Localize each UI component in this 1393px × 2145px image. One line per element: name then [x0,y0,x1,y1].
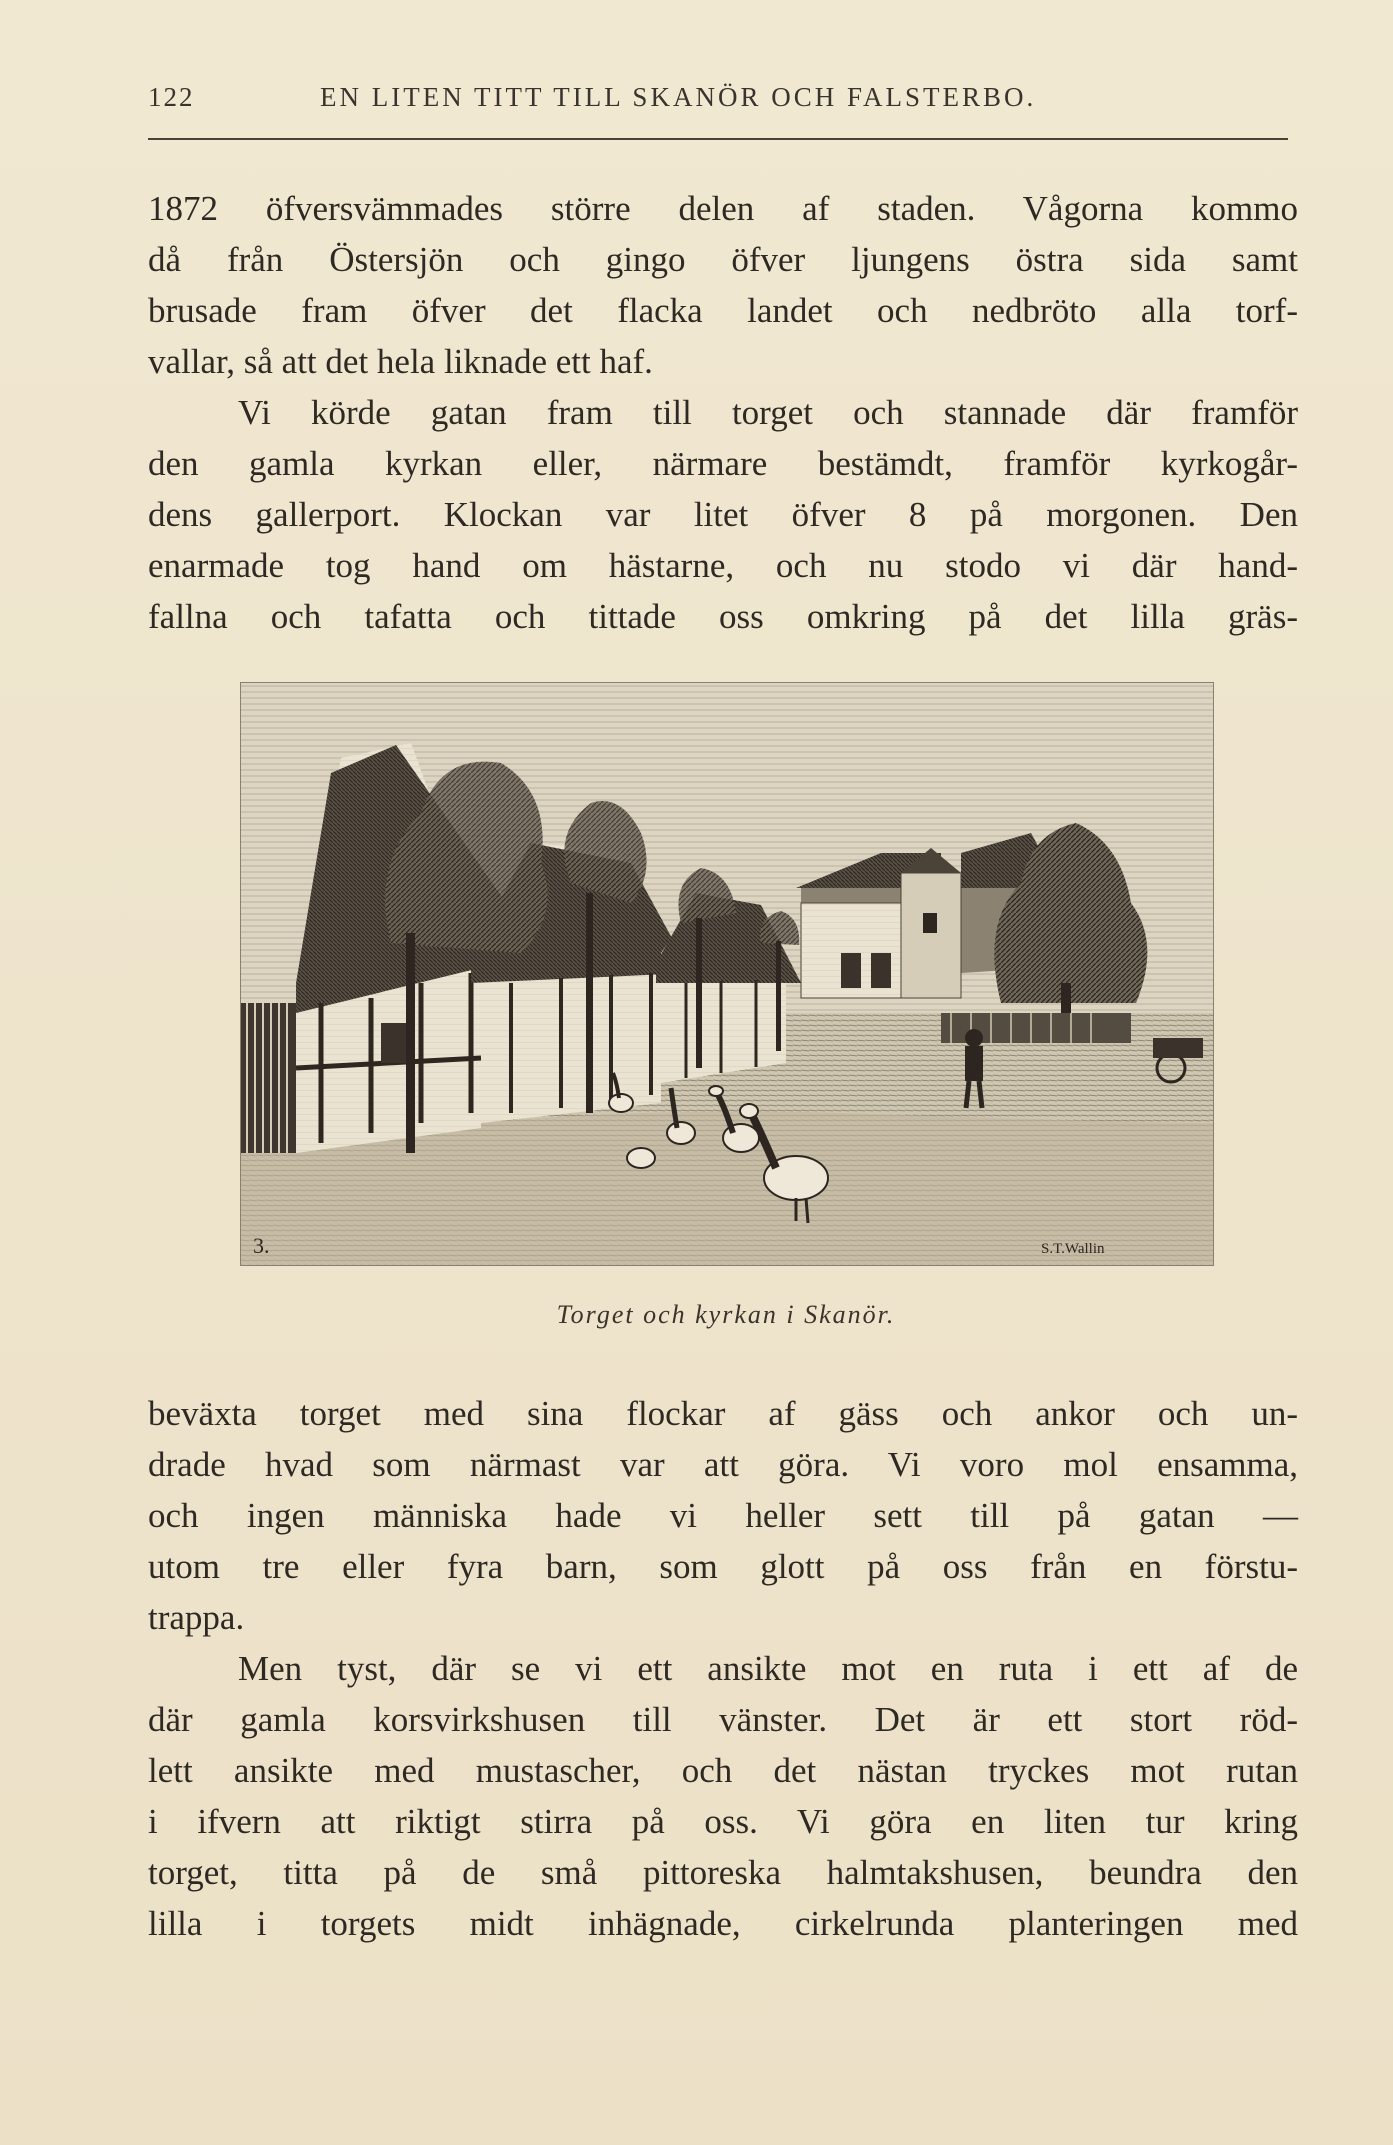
running-head: EN LITEN TITT TILL SKANÖR OCH FALSTERBO. [320,82,1037,112]
text-line: där gamla korsvirkshusen till vänster. Det är ett stort röd- [148,1700,1298,1739]
figure-caption: Torget och kyrkan i Skanör. [556,1300,896,1329]
page-number: 122 [148,82,195,112]
text-line: beväxta torget med sina flockar af gäss och ankor och un- [148,1394,1298,1433]
text-line: Men tyst, där se vi ett ansikte mot en ruta i ett af de [238,1649,1298,1688]
text-line: lilla i torgets midt inhägnade, cirkelrunda planteringen med [148,1904,1298,1943]
engraving-svg [241,683,1213,1265]
text-line: den gamla kyrkan eller, närmare bestämdt, framför kyrkogår- [148,444,1298,483]
text-line: Vi körde gatan fram till torget och stannade där framför [238,393,1298,432]
text-line: brusade fram öfver det flacka landet och nedbröto alla torf- [148,291,1298,330]
text-line: i ifvern att riktigt stirra på oss. Vi göra en liten tur kring [148,1802,1298,1841]
engraver-signature: S.T.Wallin [1041,1241,1105,1257]
text-line: lett ansikte med mustascher, och det nästan tryckes mot rutan [148,1751,1298,1790]
text-line: 1872 öfversvämmades större delen af staden. Vågorna kommo [148,189,1298,228]
text-line: drade hvad som närmast var att göra. Vi voro mol ensamma, [148,1445,1298,1484]
header-rule [148,138,1288,140]
plate-number: 3. [253,1233,270,1258]
text-line: och ingen människa hade vi heller sett till på gatan — [148,1496,1298,1535]
text-line: fallna och tafatta och tittade oss omkring på det lilla gräs- [148,597,1298,636]
text-line: trappa. [148,1598,245,1637]
text-line: vallar, så att det hela liknade ett haf. [148,342,653,381]
text-block-top [148,183,1298,642]
page-header [148,82,1288,122]
text-line: då från Östersjön och gingo öfver ljungens östra sida samt [148,240,1298,279]
engraving-illustration [240,682,1214,1266]
text-line: dens gallerport. Klockan var litet öfver 8 på morgonen. Den [148,495,1298,534]
text-line: torget, titta på de små pittoreska halmtakshusen, beundra den [148,1853,1298,1892]
text-line: enarmade tog hand om hästarne, och nu stodo vi där hand- [148,546,1298,585]
text-block-bottom [148,1388,1298,1949]
text-line: utom tre eller fyra barn, som glott på oss från en förstu- [148,1547,1298,1586]
